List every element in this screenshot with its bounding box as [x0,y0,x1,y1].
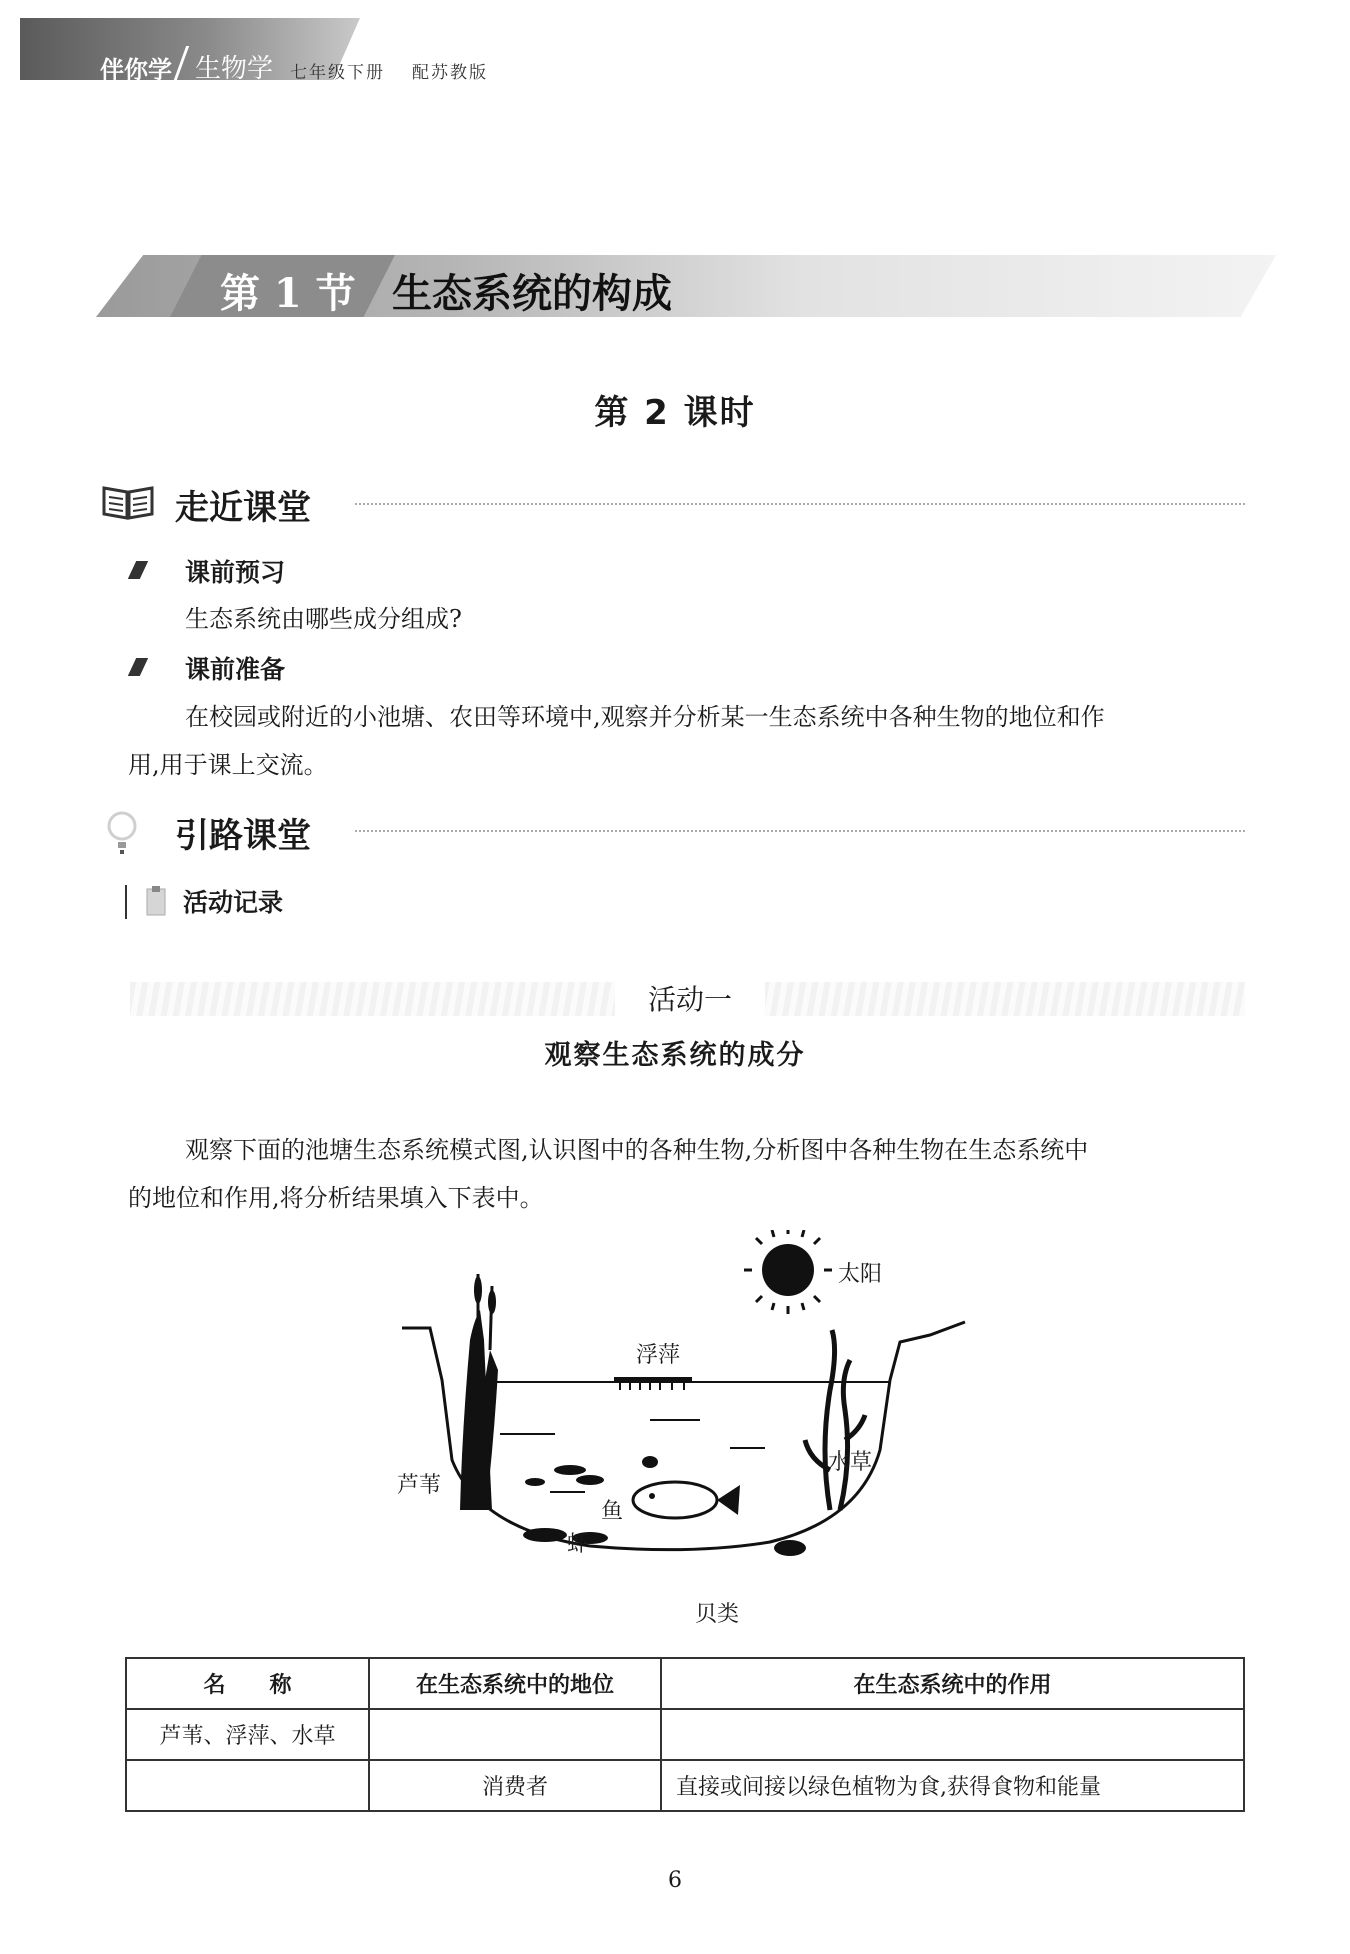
reed-plant [460,1274,498,1510]
record-bar [125,885,127,919]
instruction-line2: 的地位和作用,将分析结果填入下表中。 [128,1184,544,1212]
module-title-approach: 走近课堂 [175,488,311,528]
label-fish: 鱼 [601,1499,624,1524]
label-shrimp: 虾 [567,1532,590,1557]
edition-label: 配苏教版 [412,63,488,83]
results-table [125,1657,1245,1812]
label-reed: 芦苇 [397,1473,442,1498]
cell-role-input[interactable] [369,1709,661,1760]
label-sun: 太阳 [838,1262,883,1287]
preview-question: 生态系统由哪些成分组成? [185,605,462,633]
lightbulb-icon [100,806,140,856]
page-number: 6 [668,1868,682,1893]
module-title-guide: 引路课堂 [175,816,311,856]
subsection-preview-title: 课前预习 [185,558,286,587]
cell-role: 消费者 [369,1760,661,1811]
cell-function-input[interactable] [661,1709,1244,1760]
subsection-prepare-title: 课前准备 [185,655,286,684]
label-shellfish: 贝类 [695,1602,740,1627]
instruction-line1: 观察下面的池塘生态系统模式图,认识图中的各种生物,分析图中各种生物在生态系统中 [185,1136,1089,1164]
module-divider [355,830,1245,832]
subsection-marker [128,561,148,579]
section-title: 生态系统的构成 [392,270,672,317]
grade-label: 七年级下册 [290,63,385,83]
subject-name: 生物学 [195,54,274,84]
table-row [126,1760,1244,1811]
prepare-text-line2: 用,用于课上交流。 [128,751,328,779]
cell-function: 直接或间接以绿色植物为食,获得食物和能量 [661,1760,1244,1811]
label-waterweed: 水草 [828,1450,873,1475]
sun-icon [744,1230,832,1314]
waterweed-plant [805,1330,865,1510]
brand-name: 伴你学 [100,56,172,84]
open-book-icon [100,482,156,522]
header-function: 在生态系统中的作用 [661,1658,1244,1709]
cell-name-input[interactable] [126,1760,369,1811]
pond-ecosystem-diagram [390,1230,990,1630]
clipboard-icon [145,885,167,917]
label-duckweed: 浮萍 [636,1343,681,1368]
activity-title: 观察生态系统的成分 [544,1040,806,1071]
activity-record-title: 活动记录 [183,888,284,917]
subsection-marker [128,658,148,676]
cell-name: 芦苇、浮萍、水草 [126,1709,369,1760]
prepare-text-line1: 在校园或附近的小池塘、农田等环境中,观察并分析某一生态系统中各种生物的地位和作 [185,703,1105,731]
header-role: 在生态系统中的地位 [369,1658,661,1709]
shellfish-icon [774,1540,806,1556]
table-header-row [126,1658,1244,1709]
lesson-title: 第 2 课时 [594,393,756,433]
activity-label: 活动一 [615,978,765,1018]
section-number: 第 1 节 [220,270,356,317]
header-name: 名 称 [126,1658,369,1709]
table-row [126,1709,1244,1760]
module-divider [355,503,1245,505]
